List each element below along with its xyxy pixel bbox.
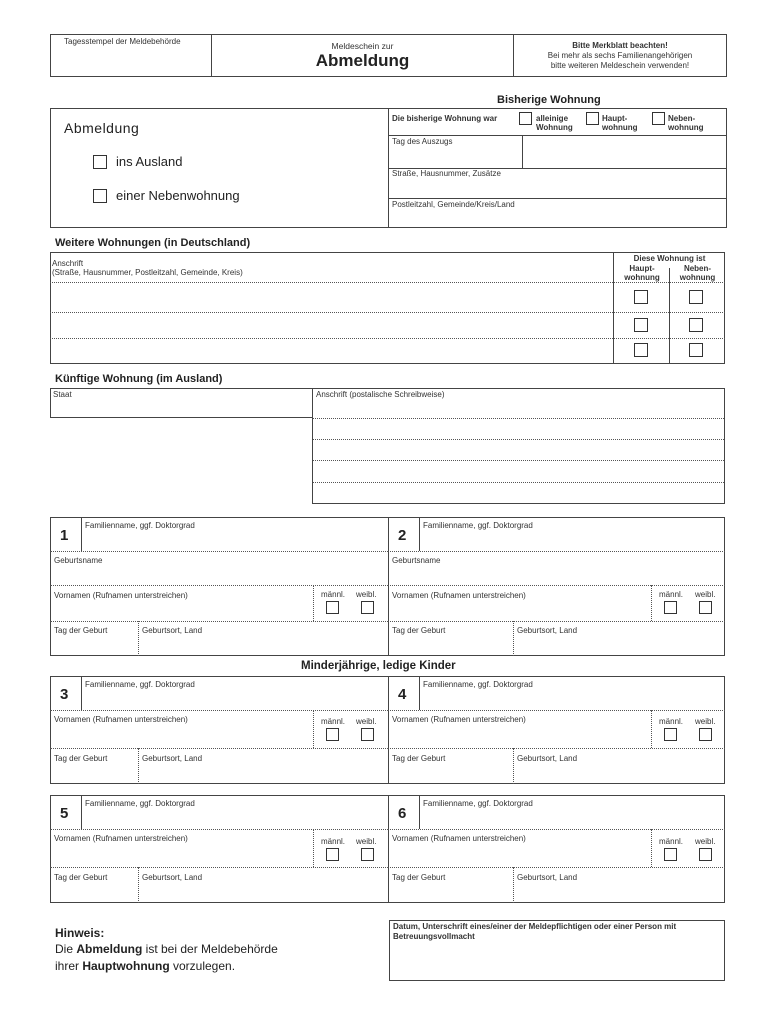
weibl-checkbox[interactable] bbox=[699, 601, 712, 614]
row-divider bbox=[313, 460, 724, 461]
row-divider bbox=[50, 621, 388, 622]
familienname-field[interactable]: Familienname, ggf. Doktorgrad bbox=[85, 799, 195, 808]
geburtsname-field[interactable]: Geburtsname bbox=[392, 556, 441, 565]
divider bbox=[313, 585, 314, 621]
familienname-field[interactable]: Familienname, ggf. Doktorgrad bbox=[85, 521, 195, 530]
anschrift-sub: (Straße, Hausnummer, Postleitzahl, Gemeinde, Kreis) bbox=[52, 268, 243, 277]
row-divider bbox=[50, 585, 388, 586]
notice-bold: Bitte Merkblatt beachten! bbox=[572, 41, 668, 50]
geburtstag-field[interactable]: Tag der Geburt bbox=[392, 873, 446, 882]
person-number: 1 bbox=[60, 527, 69, 544]
hinweis-line-1: Die Abmeldung ist bei der Meldebehörde bbox=[55, 942, 278, 956]
divider bbox=[513, 621, 514, 656]
maennl-checkbox[interactable] bbox=[326, 848, 339, 861]
divider bbox=[81, 517, 82, 551]
geburtstag-field[interactable]: Tag der Geburt bbox=[54, 754, 108, 763]
divider bbox=[388, 676, 389, 784]
plz-field[interactable]: Postleitzahl, Gemeinde/Kreis/Land bbox=[392, 200, 515, 209]
haupt-label: Haupt- wohnung bbox=[602, 114, 638, 133]
divider bbox=[651, 585, 652, 621]
row-divider bbox=[50, 551, 388, 552]
staat-field[interactable] bbox=[50, 388, 312, 418]
weibl-label: weibl. bbox=[356, 717, 377, 726]
row2-neben-checkbox[interactable] bbox=[689, 318, 703, 332]
row-divider bbox=[388, 585, 725, 586]
person-number: 2 bbox=[398, 527, 407, 544]
section-title-kinder: Minderjährige, ledige Kinder bbox=[301, 660, 456, 672]
divider bbox=[419, 676, 420, 710]
stamp-label: Tagesstempel der Meldebehörde bbox=[64, 37, 181, 46]
divider bbox=[388, 517, 389, 656]
geburtsort-field[interactable]: Geburtsort, Land bbox=[142, 754, 203, 763]
hinweis-line-2: ihrer Hauptwohnung vorzulegen. bbox=[55, 959, 236, 973]
maennl-checkbox[interactable] bbox=[664, 728, 677, 741]
maennl-label: männl. bbox=[659, 837, 684, 846]
divider bbox=[138, 748, 139, 784]
row-divider bbox=[50, 312, 725, 313]
weibl-label: weibl. bbox=[695, 590, 716, 599]
divider bbox=[651, 710, 652, 748]
weibl-checkbox[interactable] bbox=[361, 728, 374, 741]
divider bbox=[419, 795, 420, 829]
anschrift-ausland-field[interactable] bbox=[312, 388, 725, 504]
divider bbox=[138, 867, 139, 903]
weibl-label: weibl. bbox=[695, 717, 716, 726]
vornamen-field[interactable]: Vornamen (Rufnamen unterstreichen) bbox=[392, 591, 526, 600]
neben-label: Neben- wohnung bbox=[668, 114, 704, 133]
row-divider bbox=[388, 710, 725, 711]
geburtsort-field[interactable]: Geburtsort, Land bbox=[517, 754, 578, 763]
person-number: 4 bbox=[398, 686, 407, 703]
maennl-label: männl. bbox=[659, 590, 684, 599]
row-divider bbox=[50, 829, 388, 830]
geburtstag-field[interactable]: Tag der Geburt bbox=[392, 754, 446, 763]
strasse-field[interactable]: Straße, Hausnummer, Zusätze bbox=[392, 169, 501, 178]
geburtsort-field[interactable]: Geburtsort, Land bbox=[517, 626, 578, 635]
weitere-row-2-input[interactable] bbox=[52, 314, 610, 337]
maennl-label: männl. bbox=[321, 837, 346, 846]
geburtsort-field[interactable]: Geburtsort, Land bbox=[142, 626, 203, 635]
row-divider bbox=[50, 338, 725, 339]
form-title: Abmeldung bbox=[315, 51, 410, 70]
geburtsort-field[interactable]: Geburtsort, Land bbox=[142, 873, 203, 882]
weibl-checkbox[interactable] bbox=[361, 601, 374, 614]
vornamen-field[interactable]: Vornamen (Rufnamen unterstreichen) bbox=[54, 834, 188, 843]
maennl-label: männl. bbox=[321, 590, 346, 599]
form-pre-title: Meldeschein zur bbox=[331, 41, 394, 51]
row-divider bbox=[388, 748, 725, 749]
notice-line: bitte weiteren Meldeschein verwenden! bbox=[550, 61, 690, 70]
alleinige-label: alleinige Wohnung bbox=[536, 114, 573, 133]
row-divider bbox=[313, 439, 724, 440]
weitere-row-3-input[interactable] bbox=[52, 340, 610, 363]
divider bbox=[388, 198, 727, 199]
vornamen-field[interactable]: Vornamen (Rufnamen unterstreichen) bbox=[392, 715, 526, 724]
divider bbox=[313, 710, 314, 748]
section-title-kuenftige: Künftige Wohnung (im Ausland) bbox=[55, 373, 223, 385]
geburtsname-field[interactable]: Geburtsname bbox=[54, 556, 103, 565]
geburtsort-field[interactable]: Geburtsort, Land bbox=[517, 873, 578, 882]
abmeldung-heading: Abmeldung bbox=[64, 120, 140, 136]
section-title-bisherige: Bisherige Wohnung bbox=[497, 94, 601, 106]
maennl-checkbox[interactable] bbox=[664, 601, 677, 614]
divider bbox=[81, 795, 82, 829]
notice-line: Bei mehr als sechs Familienangehörigen bbox=[547, 51, 693, 60]
weibl-label: weibl. bbox=[356, 590, 377, 599]
maennl-checkbox[interactable] bbox=[326, 601, 339, 614]
familienname-field[interactable]: Familienname, ggf. Doktorgrad bbox=[423, 680, 533, 689]
row3-neben-checkbox[interactable] bbox=[689, 343, 703, 357]
row1-haupt-checkbox[interactable] bbox=[634, 290, 648, 304]
row-divider bbox=[388, 867, 725, 868]
haupt-col: Haupt- wohnung bbox=[624, 264, 660, 283]
row-divider bbox=[50, 282, 725, 283]
row-divider bbox=[388, 551, 725, 552]
weibl-label: weibl. bbox=[695, 837, 716, 846]
row-divider bbox=[388, 829, 725, 830]
maennl-label: männl. bbox=[659, 717, 684, 726]
alleinige-checkbox[interactable] bbox=[519, 112, 532, 125]
geburtstag-field[interactable]: Tag der Geburt bbox=[392, 626, 446, 635]
divider bbox=[81, 676, 82, 710]
divider bbox=[313, 829, 314, 867]
geburtstag-field[interactable]: Tag der Geburt bbox=[54, 873, 108, 882]
neben-col: Neben- wohnung bbox=[679, 264, 716, 283]
anschrift-label: Anschrift bbox=[52, 259, 84, 268]
nebenwohnung-label: einer Nebenwohnung bbox=[116, 188, 240, 203]
familienname-field[interactable]: Familienname, ggf. Doktorgrad bbox=[423, 799, 533, 808]
maennl-label: männl. bbox=[321, 717, 346, 726]
anschrift-ausland-label: Anschrift (postalische Schreibweise) bbox=[316, 390, 445, 399]
vornamen-field[interactable]: Vornamen (Rufnamen unterstreichen) bbox=[54, 715, 188, 724]
divider bbox=[138, 621, 139, 656]
vornamen-field[interactable]: Vornamen (Rufnamen unterstreichen) bbox=[54, 591, 188, 600]
neben-checkbox[interactable] bbox=[652, 112, 665, 125]
divider bbox=[419, 517, 420, 551]
row-divider bbox=[313, 482, 724, 483]
auszug-field[interactable]: Tag des Auszugs bbox=[392, 137, 453, 146]
row2-haupt-checkbox[interactable] bbox=[634, 318, 648, 332]
row3-haupt-checkbox[interactable] bbox=[634, 343, 648, 357]
divider bbox=[388, 795, 389, 903]
vornamen-field[interactable]: Vornamen (Rufnamen unterstreichen) bbox=[392, 834, 526, 843]
weibl-checkbox[interactable] bbox=[699, 728, 712, 741]
row-divider bbox=[50, 710, 388, 711]
person-number: 6 bbox=[398, 805, 407, 822]
row-divider bbox=[388, 621, 725, 622]
hinweis-title: Hinweis: bbox=[55, 926, 105, 940]
person-number: 5 bbox=[60, 805, 69, 822]
row-divider bbox=[50, 867, 388, 868]
divider bbox=[513, 748, 514, 784]
weibl-checkbox[interactable] bbox=[361, 848, 374, 861]
weibl-checkbox[interactable] bbox=[699, 848, 712, 861]
staat-label: Staat bbox=[53, 390, 72, 399]
divider bbox=[513, 867, 514, 903]
weitere-row-1-input[interactable] bbox=[52, 284, 610, 311]
row-divider bbox=[50, 748, 388, 749]
weibl-label: weibl. bbox=[356, 837, 377, 846]
familienname-field[interactable]: Familienname, ggf. Doktorgrad bbox=[423, 521, 533, 530]
diese-label: Diese Wohnung ist bbox=[633, 254, 706, 263]
divider bbox=[651, 829, 652, 867]
signature-label: Datum, Unterschrift eines/einer der Meldepflichtigen oder einer Person mit Betreuungsvollmacht bbox=[393, 922, 677, 941]
divider bbox=[388, 135, 727, 136]
row1-neben-checkbox[interactable] bbox=[689, 290, 703, 304]
ausland-checkbox[interactable] bbox=[93, 155, 107, 169]
war-label: Die bisherige Wohnung war bbox=[392, 114, 498, 123]
maennl-checkbox[interactable] bbox=[664, 848, 677, 861]
haupt-checkbox[interactable] bbox=[586, 112, 599, 125]
geburtstag-field[interactable]: Tag der Geburt bbox=[54, 626, 108, 635]
nebenwohnung-checkbox[interactable] bbox=[93, 189, 107, 203]
person-number: 3 bbox=[60, 686, 69, 703]
section-title-weitere: Weitere Wohnungen (in Deutschland) bbox=[55, 237, 251, 249]
familienname-field[interactable]: Familienname, ggf. Doktorgrad bbox=[85, 680, 195, 689]
row-divider bbox=[313, 418, 724, 419]
ausland-label: ins Ausland bbox=[116, 154, 183, 169]
divider bbox=[522, 135, 523, 168]
maennl-checkbox[interactable] bbox=[326, 728, 339, 741]
